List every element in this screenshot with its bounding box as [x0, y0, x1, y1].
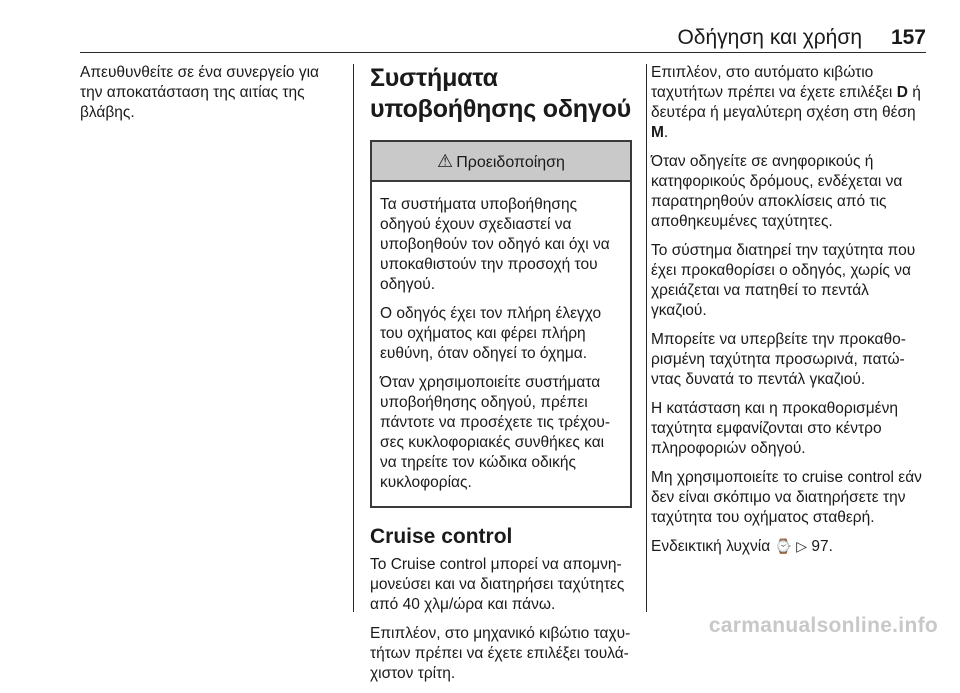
paragraph: Μη χρησιμοποιείτε το cruise control εάν δεν είναι σκόπιμο να διατηρήσετε την ταχύτητα του οχήματος σταθερή. [651, 469, 922, 526]
gear-d-label: D [896, 84, 908, 101]
text-run: Επιπλέον, στο αυτόματο κιβώτιο ταχυτήτων πρέπει να έχετε επιλέξει [651, 64, 897, 101]
section-title: Συστήματα υποβοήθησης οδηγού [370, 64, 631, 123]
paragraph [651, 63, 926, 143]
column-1 [80, 63, 342, 132]
gear-m-label: M [651, 124, 664, 141]
paragraph: Μπορείτε να υπερβείτε την προκαθο-ρισμένη ταχύτητα προσωρινά, πατώ-ντας δυνατά το πεντάλ γκαζιού. [651, 331, 906, 388]
warning-box [370, 140, 632, 508]
paragraph: Το σύστημα διατηρεί την ταχύτητα που έχει προκαθορίσει ο οδηγός, χωρίς να χρειάζεται να πατηθεί το πεντάλ γκαζιού. [651, 242, 916, 319]
paragraph: Η κατάσταση και η προκαθορισμένη ταχύτητα εμφανίζονται στο κέντρο πληροφοριών οδηγού. [651, 400, 898, 457]
text-run: . [663, 124, 669, 141]
text-run: ή δευτέρα ή μεγαλύτερη σχέση στη θέση [651, 84, 921, 121]
watermark: carmanualsonline.info [708, 614, 938, 637]
column-divider-2 [646, 64, 647, 612]
cruise-control-icon: ⌚ [774, 539, 792, 555]
warning-paragraph: Όταν χρησιμοποιείτε συστήματα υποβοήθησης οδηγού, πρέπει πάντοτε να προσέχετε τις τρέχου-σες κυκλοφοριακές συνθήκες και να τηρείτε τον κώδικα οδικής κυκλοφορίας. [380, 374, 611, 491]
paragraph: Απευθυνθείτε σε ένα συνεργείο για την αποκατάσταση της αιτίας της βλάβης. [80, 64, 319, 121]
paragraph: Όταν οδηγείτε σε ανηφορικούς ή κατηφορικούς δρόμους, ενδέχεται να παρατηρηθούν αποκλίσεις από τις αποθηκευμένες ταχύτητες. [651, 153, 903, 230]
column-2 [370, 63, 632, 693]
paragraph: Επιπλέον, στο μηχανικό κιβώτιο ταχυ-τήτων πρέπει να έχετε επιλέξει τουλά-χιστον τρίτη. [370, 625, 631, 682]
column-divider-1 [353, 64, 354, 612]
header-title: Οδήγηση και χρήση [677, 26, 862, 49]
warning-header [372, 142, 630, 182]
page-reference[interactable]: 97. [811, 538, 833, 555]
indicator-text: Ενδεικτική λυχνία [651, 538, 771, 555]
subsection-title: Cruise control [370, 525, 513, 548]
page-header [80, 0, 926, 52]
page-number: 157 [890, 26, 926, 49]
warning-title: Προειδοποίηση [456, 154, 565, 171]
column-3 [651, 63, 926, 566]
page-reference-icon: ▷ [796, 539, 808, 555]
header-rule [80, 52, 926, 53]
warning-paragraph: Τα συστήματα υποβοήθησης οδηγού έχουν σχεδιαστεί να υποβοηθούν τον οδηγό και όχι να υποκαθιστούν την προσοχή του οδηγού. [380, 196, 610, 293]
warning-body [372, 182, 630, 506]
paragraph: Το Cruise control μπορεί να απομνη-μονεύσει και να διατηρήσει ταχύτητες από 40 χλμ/ώρα και πάνω. [370, 556, 625, 613]
warning-paragraph: Ο οδηγός έχει τον πλήρη έλεγχο του οχήματος και φέρει πλήρη ευθύνη, όταν οδηγεί το όχημα. [380, 305, 602, 362]
warning-triangle-icon: ⚠ [437, 151, 454, 171]
indicator-reference [651, 537, 926, 557]
